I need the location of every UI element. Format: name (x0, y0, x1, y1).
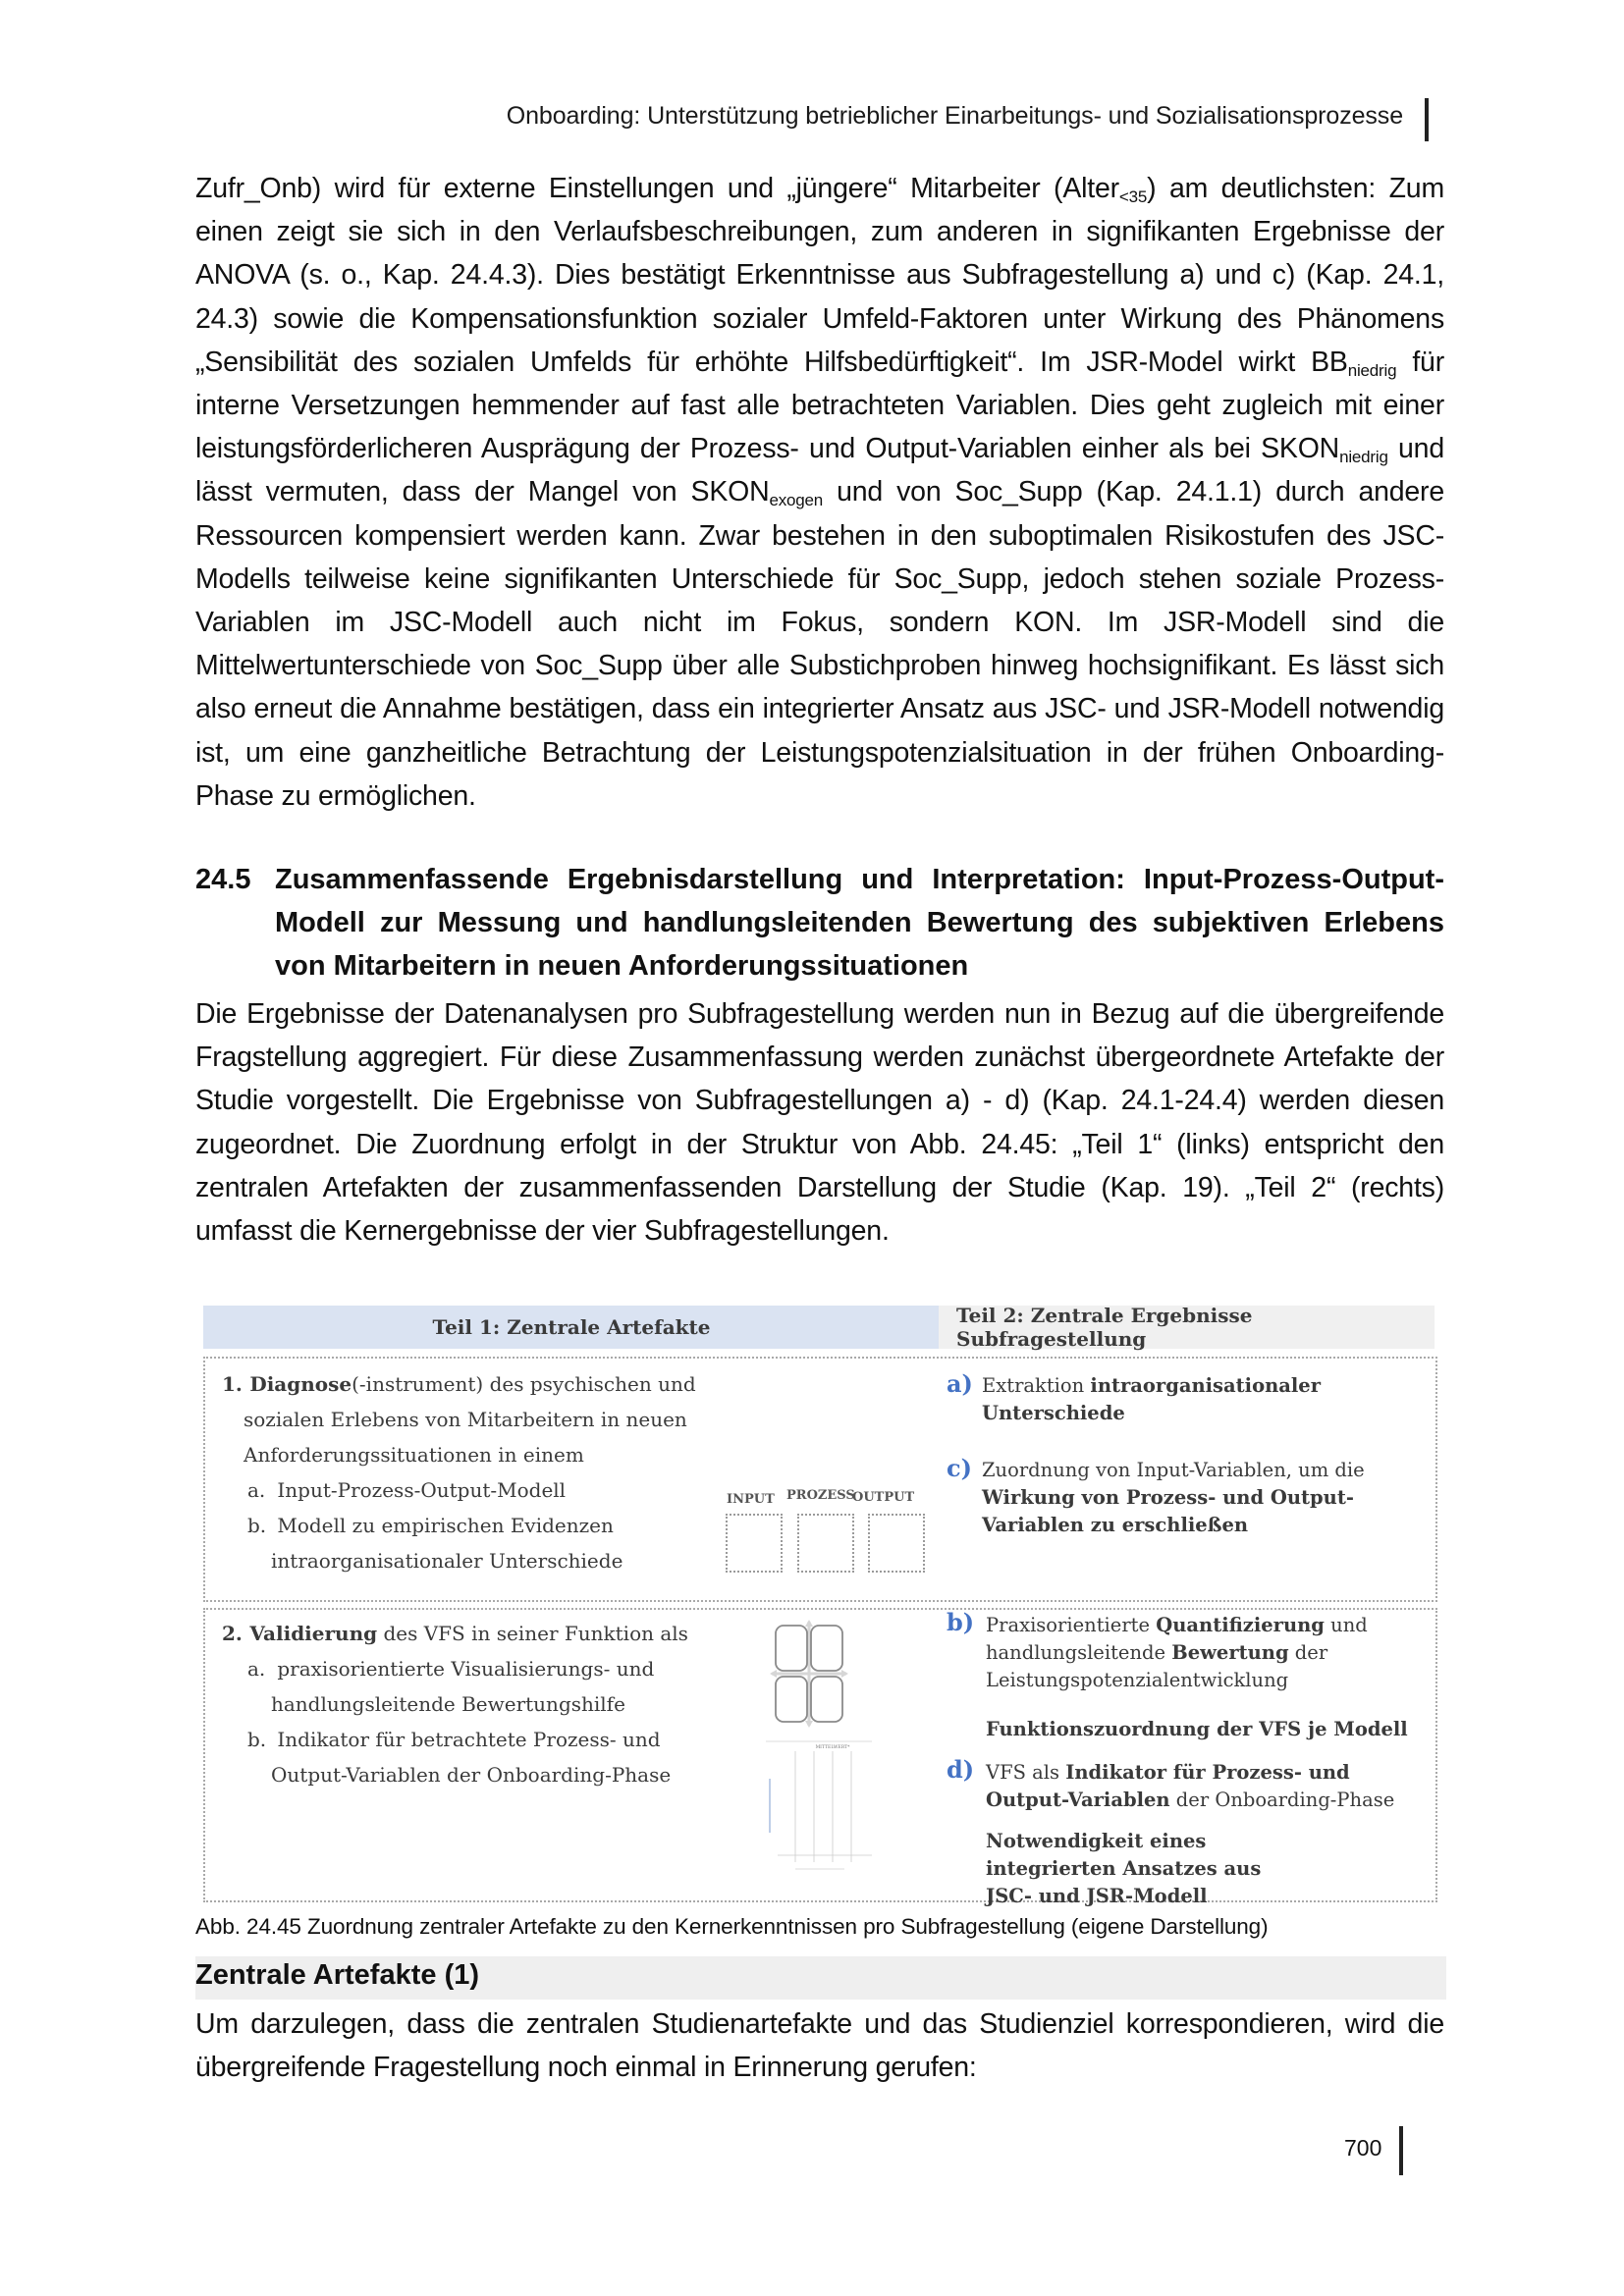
result-b-note-text: Funktionszuordnung der VFS je Modell (986, 1718, 1408, 1740)
section-number: 24.5 (195, 864, 251, 895)
sub-label: b. (247, 1514, 267, 1537)
artefact-2-line1: des VFS in seiner Funktion als (377, 1622, 688, 1645)
paragraph-3-text: Um darzulegen, dass die zentralen Studienartefakte und das Studienziel korrespondieren, wird die übergreifende Fragestellung noch einmal in Erinnerung gerufen: (195, 2008, 1444, 2084)
subscript: niedrig (1347, 360, 1397, 380)
paragraph-2-text: Die Ergebnisse der Datenanalysen pro Subfragestellung werden nun in Bezug auf die übergreifende Fragstellung aggregiert. Für diese Zusammenfassung werden zunächst übergeordnete Artefakte der Studie vorgestellt. Die Ergebnisse von Subfragestellungen a) - d) (Kap. 24.1-24.4) werden diesen zugeordnet. Die Zuordnung erfolgt in der Struktur von Abb. 24.45: „Teil 1“ (links) entspricht den zentralen Artefakten der zusammenfassenden Darstellung der Studie (Kap. 19). „Teil 2“ (rechts) umfasst die Kernergebnisse der vier Subfragestellungen. (195, 998, 1444, 1248)
result-b-text: Praxisorientierte (986, 1614, 1157, 1636)
figure-caption: Abb. 24.45 Zuordnung zentraler Artefakte zu den Kernerkenntnissen pro Subfragestellung (eigene Darstellung) (195, 1914, 1269, 1939)
artefact-2-sub-b-line2: Output-Variablen der Onboarding-Phase (271, 1763, 672, 1787)
text-run: und von Soc_Supp (Kap. 24.1.1) durch andere Ressourcen kompensiert werden kann. Zwar bestehen in den suboptimalen Risikostufen des JSC-Modells teilweise keine signifikanten Unterschiede für Soc_Supp, jedoch stehen soziale Prozess-Variablen im JSC-Modell auch nicht im Fokus, sondern KON. Im JSR-Modell sind die Mittelwertunterschiede von Soc_Supp über alle Substichproben hinweg hochsignifikant. Es lässt sich also erneut die Annahme bestätigen, dass ein integrierter Ansatz aus JSC- und JSR-Modell notwendig ist, um eine ganzheitliche Betrachtung der Leistungspotenzialsituation in der frühen Onboarding-Phase zu ermöglichen. (195, 476, 1444, 812)
ipo-box-input (726, 1514, 783, 1573)
artefact-1-line1: (-instrument) des psychischen und (352, 1372, 696, 1396)
ipo-label-output: OUTPUT (852, 1490, 915, 1505)
artefact-1-sub-b (222, 1508, 696, 1543)
result-a-bold: intraorganisationaler Unterschiede (982, 1374, 1321, 1424)
section-title: Zusammenfassende Ergebnisdarstellung und Interpretation: Input-Prozess-Output-Modell zur Messung und handlungsleitenden Bewertung des subjektiven Erlebens von Mitarbeitern in neuen Anforderungssituationen (275, 864, 1444, 982)
running-header: Onboarding: Unterstützung betrieblicher Einarbeitungs- und Sozialisationsprozesse (506, 102, 1403, 130)
vfs-mini-chart (766, 1739, 874, 1872)
text-run: für interne Versetzungen hemmender auf fast alle betrachteten Variablen. Dies geht zugleich mit einer leistungsförderlicheren Ausprägung der Prozess- und Output-Variablen einher als bei SKON (195, 346, 1444, 465)
sub-label: a. (247, 1478, 266, 1502)
sub-text: Modell zu empirischen Evidenzen (277, 1514, 614, 1537)
ipo-box-prozess (797, 1514, 854, 1573)
sub-text: Indikator für betrachtete Prozess- und (277, 1728, 661, 1751)
result-b-bold: Bewertung (1171, 1641, 1289, 1664)
paragraph-2 (195, 992, 1444, 1253)
artefact-1-sub-a (222, 1472, 696, 1508)
artefact-1 (222, 1366, 696, 1578)
ipo-label-input: INPUT (727, 1492, 775, 1507)
subscript: exogen (769, 491, 824, 510)
artefact-2-number: 2. (222, 1622, 243, 1645)
figure-header-teil-2: Teil 2: Zentrale Ergebnisse Subfragestellung (939, 1306, 1435, 1349)
artefact-1-bold: Diagnose (249, 1372, 352, 1396)
section-heading (195, 858, 1444, 988)
ipo-box-output (868, 1514, 925, 1573)
result-c (947, 1454, 1404, 1539)
text-run: und lässt vermuten, dass der Mangel von SKON (195, 433, 1444, 508)
figure-header-teil-1: Teil 1: Zentrale Artefakte (203, 1306, 940, 1349)
artefact-2-sub-a-line2: handlungsleitende Bewertungshilfe (271, 1692, 625, 1716)
result-c-letter: c) (947, 1454, 972, 1482)
page-number: 700 (1344, 2135, 1382, 2161)
result-d-note-text: Notwendigkeit eines integrierten Ansatzes aus JSC- und JSR-Modell (986, 1830, 1262, 1907)
artefact-2-sub-a (222, 1651, 688, 1686)
artefact-1-line3: Anforderungssituationen in einem (244, 1443, 584, 1467)
result-a (947, 1369, 1437, 1427)
result-b-letter: b) (947, 1608, 975, 1636)
result-b-text: der Leistungspotenzialentwicklung (986, 1641, 1328, 1691)
subscript: niedrig (1339, 448, 1388, 467)
result-d-bold: Indikator für Prozess- und Output-Variablen (986, 1761, 1350, 1811)
ipo-label-prozess: PROZESS (786, 1488, 855, 1503)
sub-text: praxisorientierte Visualisierungs- und (277, 1657, 655, 1681)
artefact-1-sub-b-line2: intraorganisationaler Unterschiede (271, 1549, 623, 1573)
result-b-note (947, 1716, 1408, 1743)
result-b (947, 1608, 1418, 1694)
result-d-letter: d) (947, 1755, 975, 1784)
text-run: ) am deutlichsten: Zum einen zeigt sie sich in den Verlaufsbeschreibungen, zum anderen in signifikanten Ergebnisse der ANOVA (s. o., Kap. 24.4.3). Dies bestätigt Erkenntnisse aus Subfragestellung a) und c) (Kap. 24.1, 24.3) sowie die Kompensationsfunktion sozialer Umfeld-Faktoren unter Wirkung des Phänomens „Sensibilität des sozialen Umfelds für erhöhte Hilfsbedürftigkeit“. Im JSR-Model wirkt BB (195, 173, 1444, 378)
paragraph-1 (195, 167, 1444, 818)
result-d-text: der Onboarding-Phase (1169, 1789, 1395, 1811)
result-c-bold: Wirkung von Prozess- und Output-Variablen zu erschließen (982, 1486, 1354, 1536)
result-c-text: Zuordnung von Input-Variablen, um die (982, 1459, 1365, 1481)
result-a-letter: a) (947, 1369, 973, 1398)
vfs-quadrant-icon (770, 1620, 848, 1728)
result-d-text: VFS als (986, 1761, 1066, 1784)
mini-chart-title: MITTELWERT* (815, 1745, 850, 1750)
artefact-2 (222, 1616, 688, 1792)
sub-label: b. (247, 1728, 267, 1751)
paragraph-1-text (195, 167, 1444, 818)
result-b-text: und handlungsleitende (986, 1614, 1368, 1664)
text-run: Zufr_Onb) wird für externe Einstellungen und „jüngere“ Mitarbeiter (Alter (195, 173, 1119, 204)
subscript: <35 (1118, 187, 1148, 206)
figure-24-45 (200, 1306, 1437, 1906)
result-d (947, 1755, 1428, 1814)
page-number-rule (1399, 2126, 1403, 2175)
subheading: Zentrale Artefakte (1) (195, 1959, 480, 1991)
result-a-text: Extraktion (982, 1374, 1091, 1397)
artefact-2-sub-b (222, 1722, 688, 1757)
sub-text: Input-Prozess-Output-Modell (277, 1478, 567, 1502)
result-b-bold: Quantifizierung (1156, 1614, 1325, 1636)
sub-label: a. (247, 1657, 266, 1681)
header-rule (1425, 98, 1429, 141)
artefact-1-line2: sozialen Erlebens von Mitarbeitern in neuen (244, 1408, 687, 1431)
paragraph-3 (195, 2002, 1444, 2089)
result-d-note (947, 1828, 1280, 1910)
artefact-1-number: 1. (222, 1372, 243, 1396)
artefact-2-bold: Validierung (249, 1622, 378, 1645)
